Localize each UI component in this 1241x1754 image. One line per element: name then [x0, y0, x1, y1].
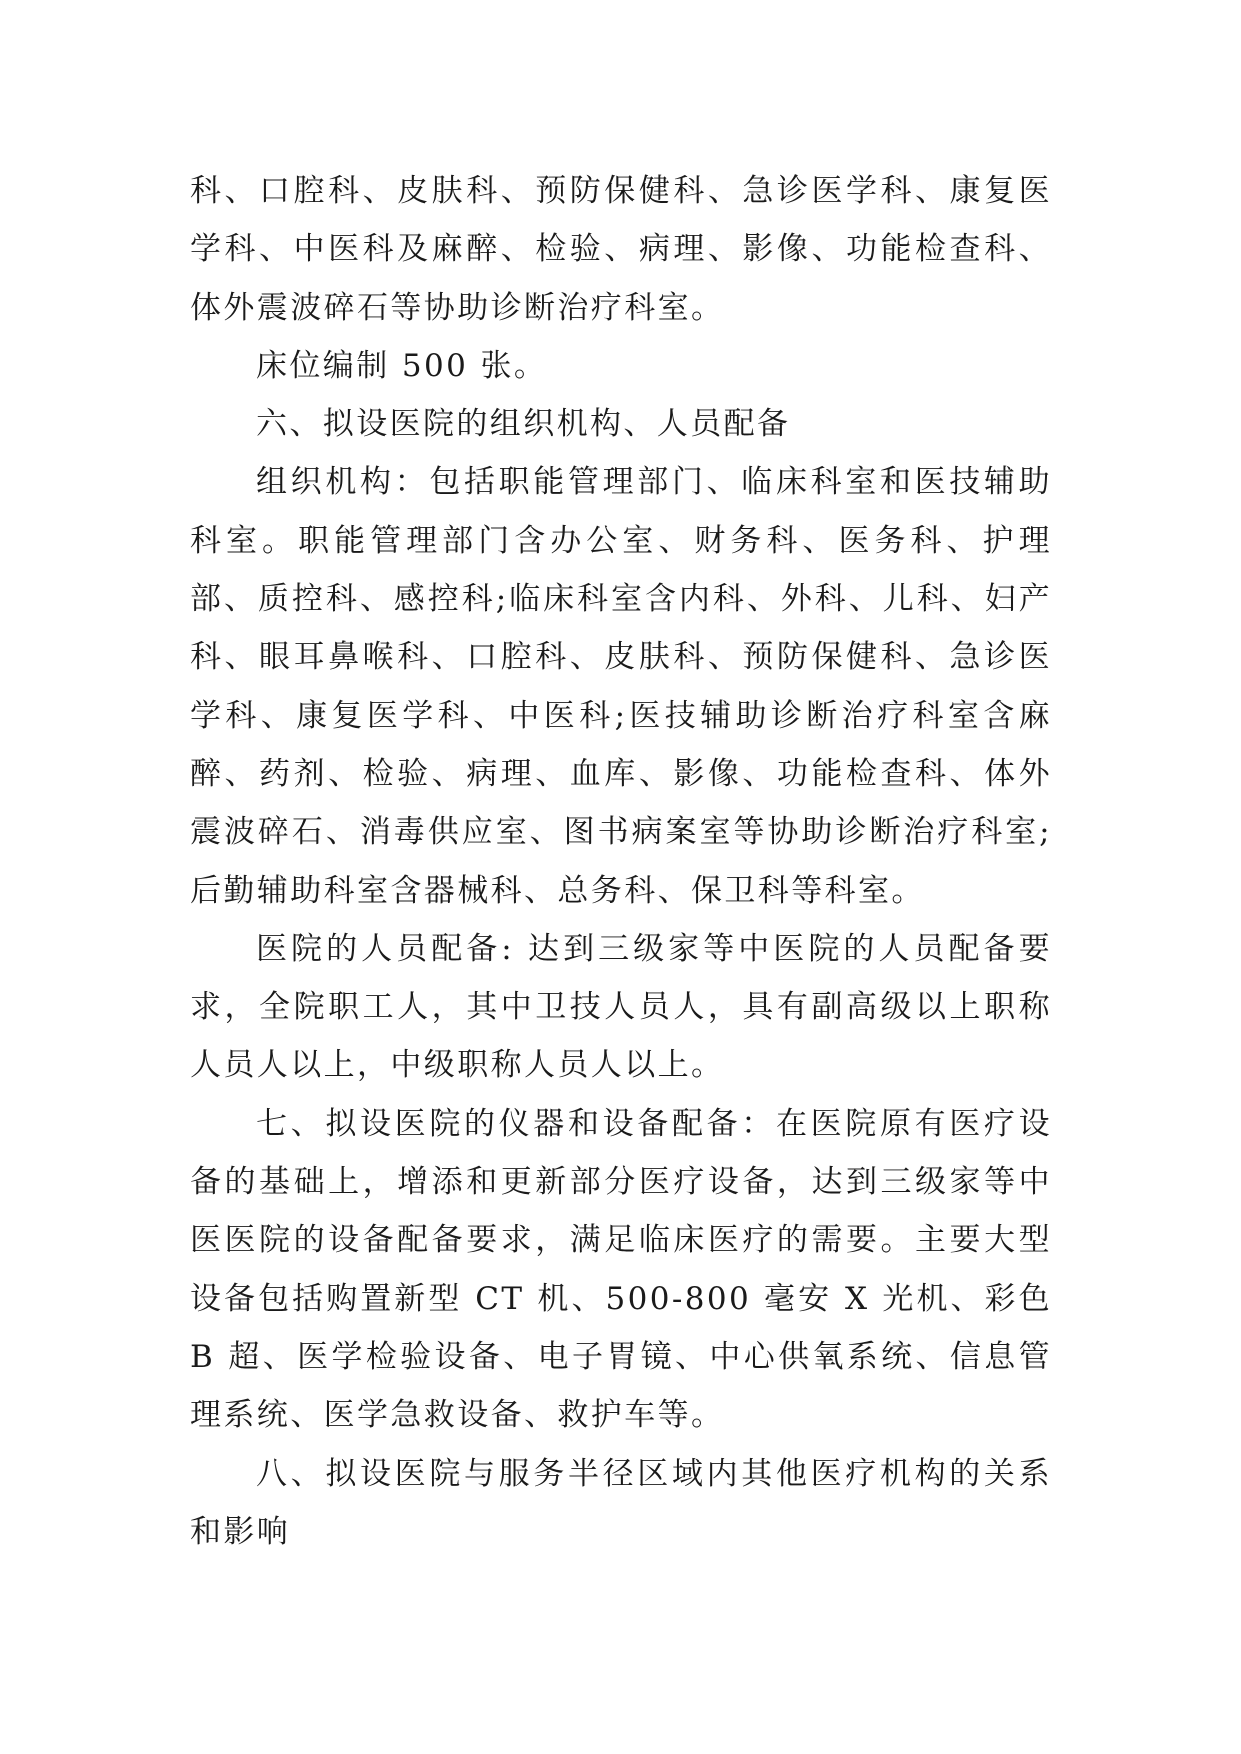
paragraph-bed-count: 床位编制 500 张。: [256, 347, 548, 384]
paragraph-staffing: 医院的人员配备: 达到三级家等中医院的人员配备要求，全院职工人，其中卫技人员人，具有副高级以上职称人员人以上，中级职称人员人以上。: [190, 930, 1052, 1084]
paragraph-dept-continuation: 科、口腔科、皮肤科、预防保健科、急诊医学科、康复医学科、中医科及麻醉、检验、病理、影像、功能检查科、体外震波碎石等协助诊断治疗科室。: [190, 173, 1052, 326]
paragraph-org-structure: 组织机构：包括职能管理部门、临床科室和医技辅助科室。职能管理部门含办公室、财务科、医务科、护理部、质控科、感控科;临床科室含内科、外科、儿科、妇产科、眼耳鼻喉科、口腔科、皮肤科、预防保健科、急诊医学科、康复医学科、中医科;医技辅助诊断治疗科室含麻醉、药剂、检验、病理、血库、影像、功能检查科、体外震波碎石、消毒供应室、图书病案室等协助诊断治疗科室;后勤辅助科室含器械科、总务科、保卫科等科室。: [190, 464, 1052, 909]
heading-section-eight: 八、拟设医院与服务半径区域内其他医疗机构的关系和影响: [190, 1455, 1052, 1550]
paragraph-section-seven-equipment: 七、拟设医院的仪器和设备配备：在医院原有医疗设备的基础上，增添和更新部分医疗设备，达到三级家等中医医院的设备配备要求，满足临床医疗的需要。主要大型设备包括购置新型 CT 机、500-800 毫安 X 光机、彩色 B 超、医学检验设备、电子胃镜、中心供氧系统、信息管理系统、医学急救设备、救护车等。: [190, 1105, 1052, 1434]
document-body: [190, 162, 1052, 1561]
heading-section-six: 六、拟设医院的组织机构、人员配备: [256, 406, 791, 443]
